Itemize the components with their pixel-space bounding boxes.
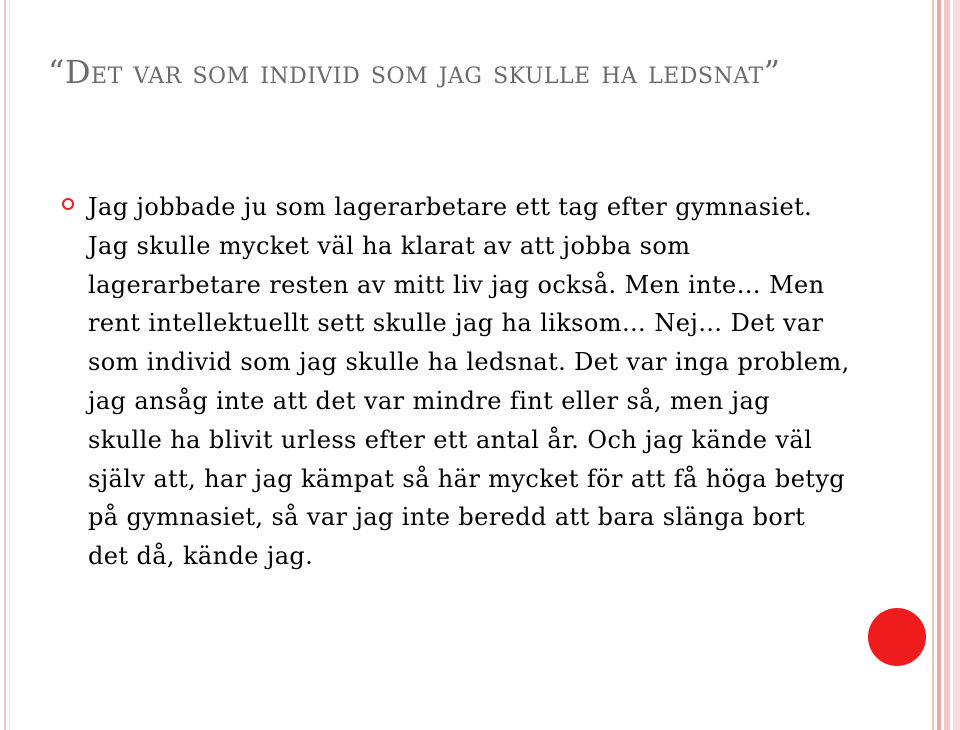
red-circle-decoration	[868, 608, 926, 666]
bullet-ring-icon	[62, 198, 74, 210]
stripe-line	[937, 0, 941, 730]
bullet-text: Jag jobbade ju som lagerarbetare ett tag efter gymnasiet. Jag skulle mycket väl ha klarat av att jobba som lagerarbetare resten av mitt liv jag också. Men inte… Men rent intellektuellt sett skulle jag ha liksom… Nej… Det var som individ som jag skulle ha ledsnat. Det var inga problem, jag ansåg inte att det var mindre fint eller så, men jag skulle ha blivit urless efter ett antal år. Och jag kände väl själv att, har jag kämpat så här mycket för att få höga betyg på gymnasiet, så var jag inte beredd att bara slänga bort det då, kände jag.	[88, 193, 850, 571]
slide-title: “Det var som individ som jag skulle ha ledsnat”	[48, 53, 781, 91]
stripe-line	[944, 0, 950, 730]
left-decorative-stripe	[0, 0, 16, 730]
stripe-line	[953, 0, 960, 730]
slide-body	[62, 188, 852, 576]
stripe-line	[932, 0, 934, 730]
right-decorative-stripes	[932, 0, 960, 730]
